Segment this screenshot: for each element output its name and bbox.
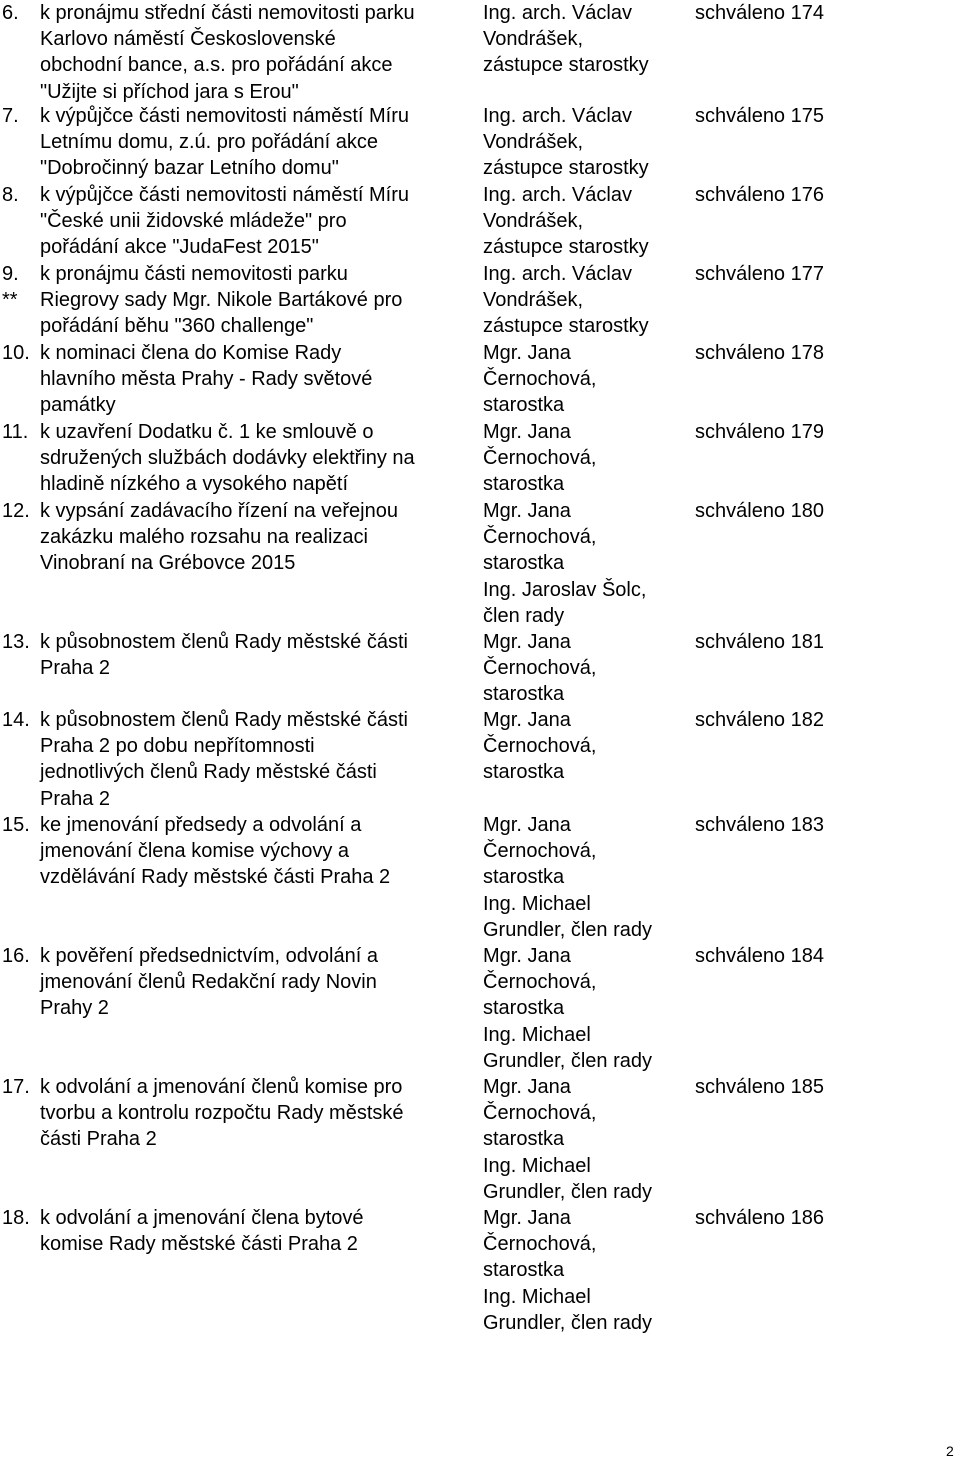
item-subject-line: "Užijte si příchod jara s Erou": [40, 80, 299, 103]
item-presenter-line: Mgr. Jana: [483, 1076, 571, 1098]
item-presenter-line: starostka: [483, 997, 565, 1020]
item-presenter-line: Ing. Michael: [483, 1154, 591, 1177]
item-presenter-line: Mgr. Jana: [483, 500, 571, 522]
item-presenter: [483, 419, 688, 498]
item-result: schváleno 185: [695, 1076, 824, 1098]
item-presenter-line: starostka: [483, 1128, 565, 1151]
item-subject: [40, 182, 480, 261]
item-subject-line: "České unii židovské mládeže" pro: [40, 210, 347, 233]
item-presenter-line: Mgr. Jana: [483, 814, 571, 836]
item-presenter-line: starostka: [483, 866, 565, 889]
item-subject-line: k výpůjčce části nemovitosti náměstí Míru: [40, 184, 410, 206]
item-presenter: [483, 498, 688, 629]
item-presenter-line: starostka: [483, 552, 565, 575]
item-presenter-line: starostka: [483, 761, 565, 784]
item-number: [2, 261, 42, 313]
item-subject-line: "Dobročinný bazar Letního domu": [40, 157, 339, 180]
item-number-line: 13.: [2, 631, 30, 653]
item-presenter-line: Vondrášek,: [483, 131, 584, 154]
item-number-line: **: [2, 289, 18, 312]
item-subject-line: pořádání běhu "360 challenge": [40, 315, 314, 338]
item-result: schváleno 174: [695, 2, 824, 24]
item-subject-line: zakázku malého rozsahu na realizaci: [40, 526, 368, 549]
item-subject-line: hladině nízkého a vysokého napětí: [40, 473, 348, 496]
item-subject-line: ke jmenování předsedy a odvolání a: [40, 814, 362, 836]
item-presenter-line: Černochová,: [483, 971, 597, 994]
item-subject: [40, 1074, 480, 1153]
item-presenter: [483, 1205, 688, 1336]
item-number: [2, 812, 42, 838]
item-presenter-line: Černochová,: [483, 368, 597, 391]
item-subject-line: Riegrovy sady Mgr. Nikole Bartákové pro: [40, 289, 403, 312]
item-subject-line: Praha 2: [40, 787, 111, 810]
item-number-line: 10.: [2, 342, 30, 364]
item-result: schváleno 186: [695, 1207, 824, 1229]
item-number-line: 18.: [2, 1207, 30, 1229]
item-subject-line: k pronájmu části nemovitosti parku: [40, 263, 348, 285]
item-subject-line: k působnostem členů Rady městské části: [40, 631, 408, 653]
item-subject: [40, 629, 480, 681]
item-subject-line: k odvolání a jmenování člena bytové: [40, 1207, 364, 1229]
item-subject-line: Prahy 2: [40, 997, 109, 1020]
item-subject-line: k pronájmu střední části nemovitosti parku: [40, 2, 415, 24]
item-number: [2, 1074, 42, 1100]
item-presenter-line: Černochová,: [483, 1102, 597, 1125]
item-subject: [40, 498, 480, 577]
item-result: schváleno 182: [695, 709, 824, 731]
item-number-line: 12.: [2, 500, 30, 522]
item-presenter-line: Mgr. Jana: [483, 1207, 571, 1229]
item-subject-line: pořádání akce "JudaFest 2015": [40, 236, 319, 259]
item-presenter: [483, 0, 688, 79]
item-presenter: [483, 707, 688, 786]
item-presenter-line: zástupce starostky: [483, 54, 649, 77]
item-presenter-line: starostka: [483, 683, 565, 706]
item-result: schváleno 177: [695, 263, 824, 285]
item-subject: [40, 419, 480, 498]
item-presenter-line: Černochová,: [483, 526, 597, 549]
item-presenter-line: Ing. Michael: [483, 1023, 591, 1046]
item-presenter: [483, 261, 688, 340]
item-presenter: [483, 103, 688, 182]
item-presenter-line: Ing. Michael: [483, 892, 591, 915]
item-number-line: 8.: [2, 184, 19, 206]
item-number: [2, 943, 42, 969]
item-result: schváleno 179: [695, 421, 824, 443]
item-presenter-line: Mgr. Jana: [483, 342, 571, 364]
item-presenter-line: starostka: [483, 394, 565, 417]
item-presenter-line: Mgr. Jana: [483, 709, 571, 731]
item-presenter-line: Mgr. Jana: [483, 945, 571, 967]
item-number-line: 11.: [2, 421, 29, 443]
item-subject: [40, 943, 480, 1022]
item-result: schváleno 180: [695, 500, 824, 522]
item-presenter-line: Černochová,: [483, 840, 597, 863]
item-presenter: [483, 812, 688, 943]
item-result: schváleno 181: [695, 631, 824, 653]
item-number: [2, 103, 42, 129]
item-presenter-line: Ing. arch. Václav: [483, 184, 632, 206]
item-result: schváleno 176: [695, 184, 824, 206]
item-subject-line: hlavního města Prahy - Rady světové: [40, 368, 373, 391]
item-subject-line: sdružených službách dodávky elektřiny na: [40, 447, 415, 470]
item-subject-line: komise Rady městské části Praha 2: [40, 1233, 358, 1256]
item-number: [2, 629, 42, 655]
item-presenter: [483, 943, 688, 1074]
item-presenter-line: Grundler, člen rady: [483, 1049, 652, 1072]
item-presenter-line: Černochová,: [483, 1233, 597, 1256]
item-number-line: 6.: [2, 2, 19, 24]
item-number: [2, 1205, 42, 1231]
item-result: schváleno 178: [695, 342, 824, 364]
item-presenter-line: Grundler, člen rady: [483, 918, 652, 941]
item-presenter-line: starostka: [483, 1259, 565, 1282]
item-subject-line: obchodní bance, a.s. pro pořádání akce: [40, 54, 393, 77]
item-presenter: [483, 182, 688, 261]
item-result: schváleno 175: [695, 105, 824, 127]
item-presenter-line: Černochová,: [483, 735, 597, 758]
item-subject-line: jednotlivých členů Rady městské části: [40, 761, 377, 784]
item-presenter: [483, 1074, 688, 1205]
item-subject: [40, 340, 480, 419]
item-presenter-line: zástupce starostky: [483, 315, 649, 338]
item-subject-line: k výpůjčce části nemovitosti náměstí Míru: [40, 105, 410, 127]
item-presenter-line: Černochová,: [483, 447, 597, 470]
item-subject-line: k odvolání a jmenování členů komise pro: [40, 1076, 403, 1098]
item-subject-line: památky: [40, 394, 116, 417]
item-subject-line: Vinobraní na Grébovce 2015: [40, 552, 296, 575]
item-subject-line: k nominaci člena do Komise Rady: [40, 342, 342, 364]
item-result: schváleno 184: [695, 945, 824, 967]
item-presenter-line: Grundler, člen rady: [483, 1180, 652, 1203]
item-presenter-line: starostka: [483, 473, 565, 496]
item-number-line: 9.: [2, 263, 19, 285]
item-subject-line: Letnímu domu, z.ú. pro pořádání akce: [40, 131, 378, 154]
item-subject: [40, 0, 480, 105]
item-subject: [40, 103, 480, 182]
item-subject-line: vzdělávání Rady městské části Praha 2: [40, 866, 391, 889]
item-subject-line: k vypsání zadávacího řízení na veřejnou: [40, 500, 398, 522]
item-presenter-line: zástupce starostky: [483, 236, 649, 259]
item-presenter-line: Ing. arch. Václav: [483, 105, 632, 127]
item-number: [2, 182, 42, 208]
item-number: [2, 340, 42, 366]
item-presenter-line: Ing. arch. Václav: [483, 2, 632, 24]
item-subject-line: části Praha 2: [40, 1128, 157, 1151]
item-number: [2, 0, 42, 26]
item-subject-line: k pověření předsednictvím, odvolání a: [40, 945, 378, 967]
item-subject-line: jmenování členů Redakční rady Novin: [40, 971, 377, 994]
item-number-line: 14.: [2, 709, 30, 731]
item-presenter-line: Ing. Michael: [483, 1285, 591, 1308]
item-number-line: 17.: [2, 1076, 30, 1098]
item-presenter-line: Ing. arch. Václav: [483, 263, 632, 285]
item-number-line: 16.: [2, 945, 30, 967]
item-subject-line: k uzavření Dodatku č. 1 ke smlouvě o: [40, 421, 374, 443]
item-presenter-line: člen rady: [483, 604, 565, 627]
item-subject-line: jmenování člena komise výchovy a: [40, 840, 350, 863]
item-subject: [40, 707, 480, 812]
item-presenter-line: Vondrášek,: [483, 28, 584, 51]
item-number-line: 7.: [2, 105, 19, 127]
item-subject: [40, 1205, 480, 1257]
item-subject-line: k působnostem členů Rady městské části: [40, 709, 408, 731]
item-presenter-line: zástupce starostky: [483, 157, 649, 180]
item-subject: [40, 261, 480, 340]
item-subject-line: Praha 2 po dobu nepřítomnosti: [40, 735, 315, 758]
item-subject: [40, 812, 480, 891]
item-presenter-line: Ing. Jaroslav Šolc,: [483, 578, 647, 601]
item-presenter: [483, 629, 688, 708]
item-number: [2, 419, 42, 445]
page-number: 2: [946, 1443, 954, 1459]
item-number: [2, 498, 42, 524]
item-presenter-line: Černochová,: [483, 657, 597, 680]
item-subject-line: Karlovo náměstí Československé: [40, 28, 336, 51]
item-number: [2, 707, 42, 733]
item-subject-line: Praha 2: [40, 657, 111, 680]
item-presenter-line: Mgr. Jana: [483, 421, 571, 443]
item-presenter-line: Grundler, člen rady: [483, 1311, 652, 1334]
item-presenter-line: Vondrášek,: [483, 289, 584, 312]
item-result: schváleno 183: [695, 814, 824, 836]
item-presenter: [483, 340, 688, 419]
item-number-line: 15.: [2, 814, 30, 836]
item-presenter-line: Mgr. Jana: [483, 631, 571, 653]
item-subject-line: tvorbu a kontrolu rozpočtu Rady městské: [40, 1102, 404, 1125]
item-presenter-line: Vondrášek,: [483, 210, 584, 233]
